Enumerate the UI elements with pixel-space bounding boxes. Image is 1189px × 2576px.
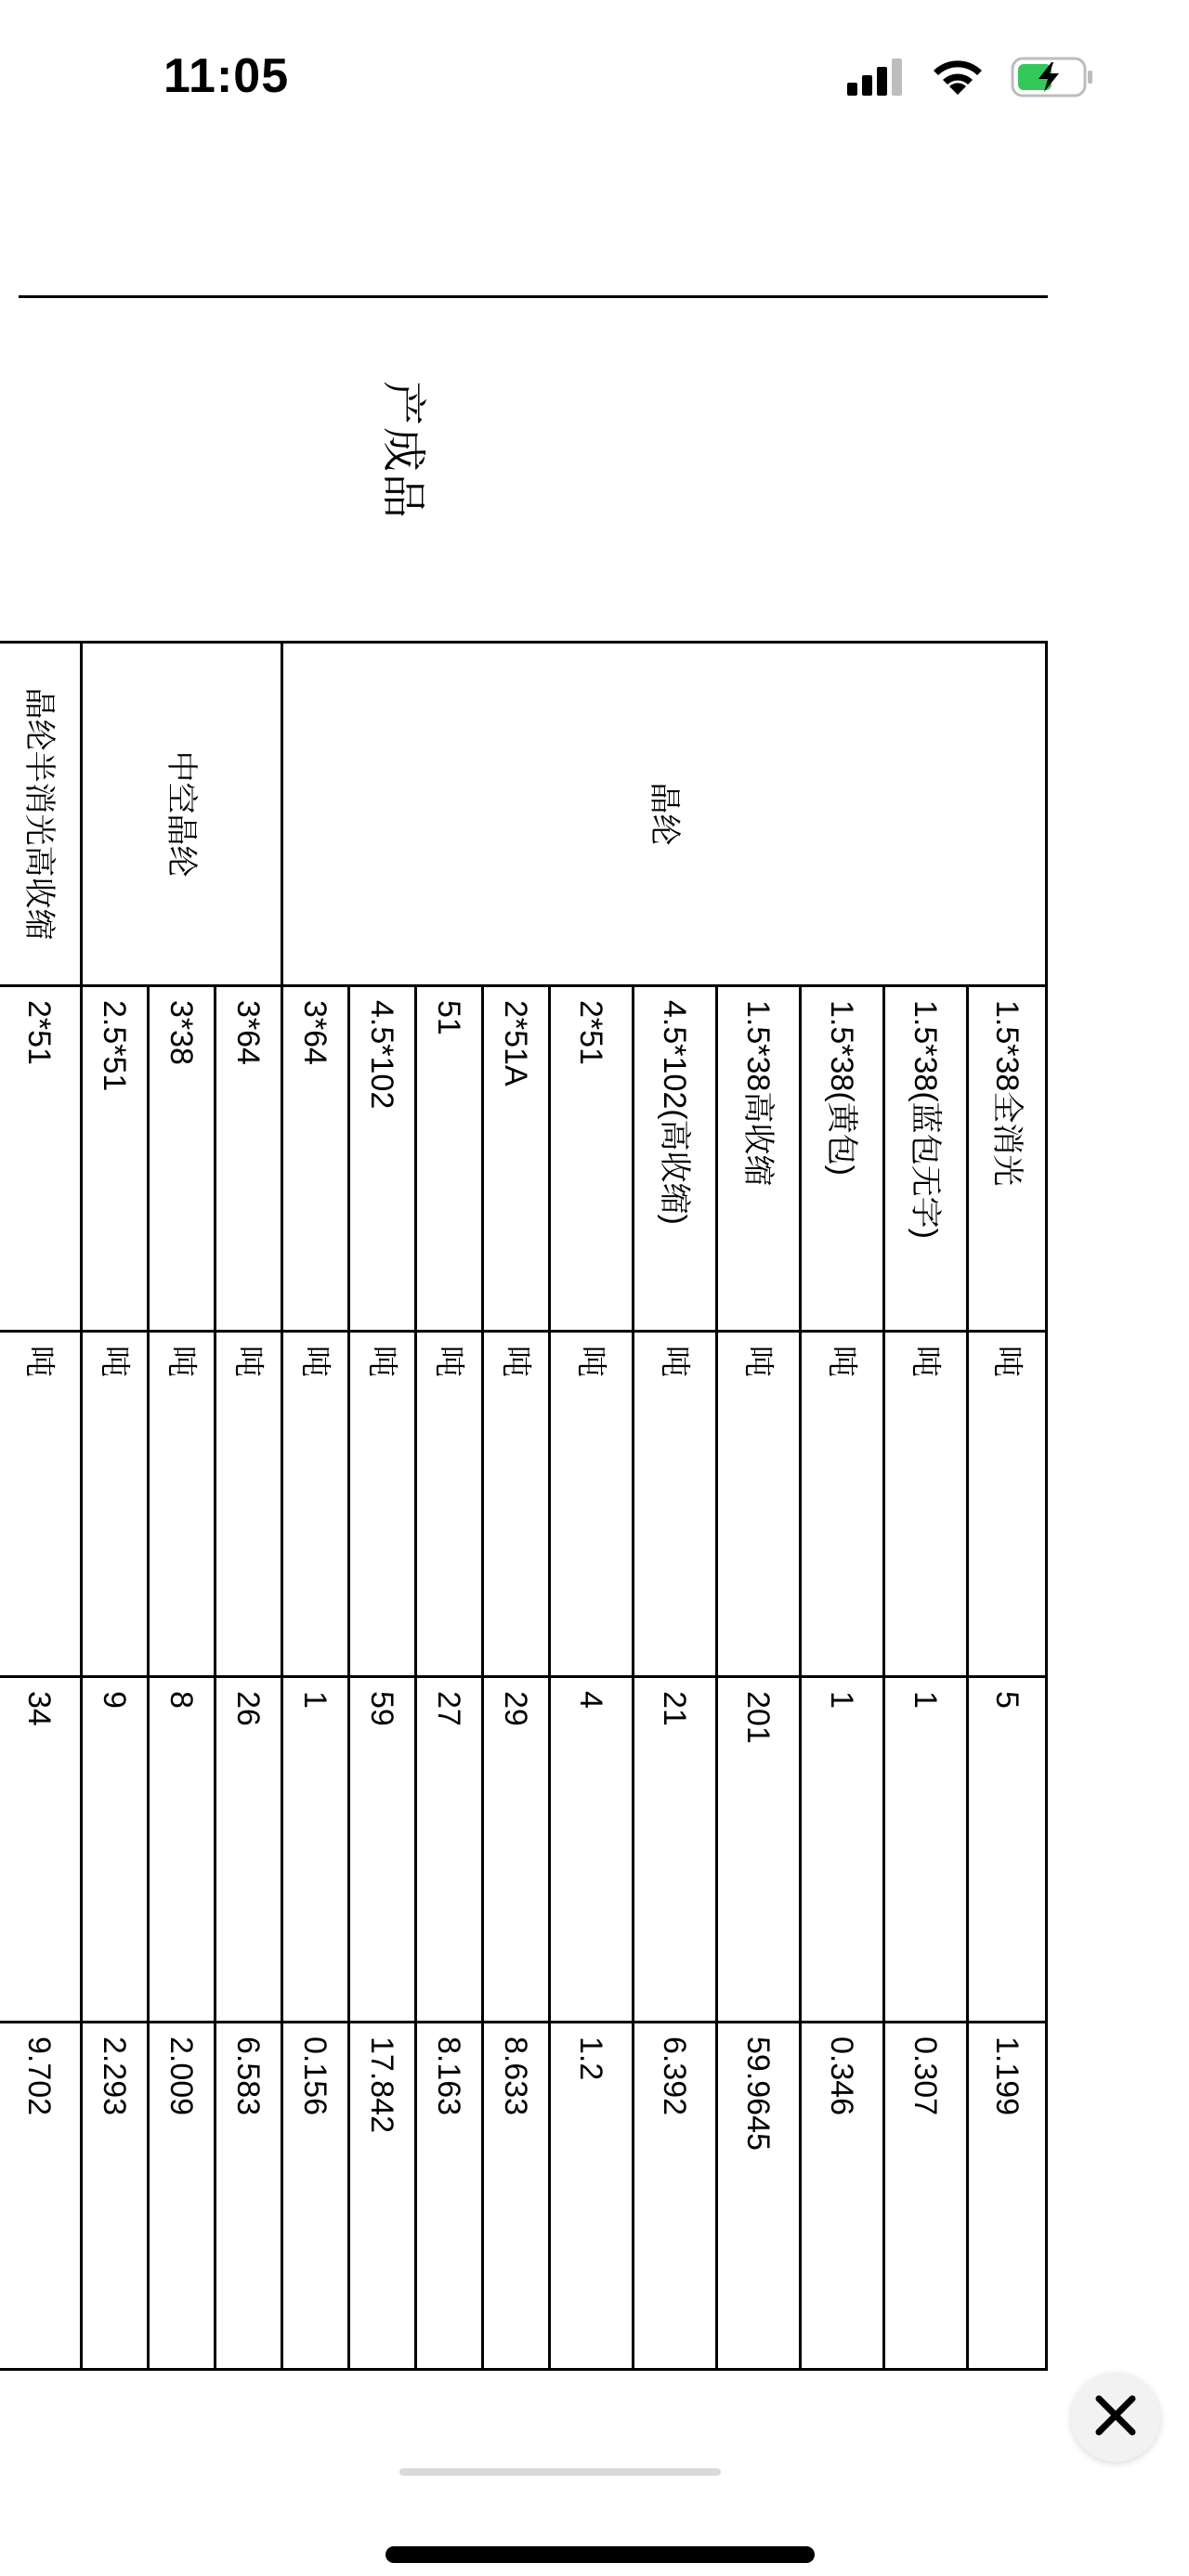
weight-cell: 1.199 xyxy=(968,2023,1047,2370)
unit-cell: 吨 xyxy=(282,1332,349,1677)
spec-cell: 4.5*102 xyxy=(349,986,416,1332)
quantity-cell: 8 xyxy=(149,1677,216,2023)
weight-cell: 6.392 xyxy=(634,2023,717,2370)
quantity-cell: 201 xyxy=(717,1677,801,2023)
table-row xyxy=(968,643,1047,2370)
unit-cell: 吨 xyxy=(801,1332,884,1677)
weight-cell: 9.702 xyxy=(0,2023,82,2370)
quantity-cell: 1 xyxy=(884,1677,968,2023)
unit-cell: 吨 xyxy=(0,1332,82,1677)
quantity-cell: 59 xyxy=(349,1677,416,2023)
spec-cell: 3*64 xyxy=(216,986,282,1332)
quantity-cell: 5 xyxy=(968,1677,1047,2023)
weight-cell: 6.583 xyxy=(216,2023,282,2370)
weight-cell: 0.156 xyxy=(282,2023,349,2370)
spec-cell: 2.5*51 xyxy=(82,986,149,1332)
table-row xyxy=(216,643,282,2370)
table-row xyxy=(0,643,82,2370)
quantity-cell: 4 xyxy=(550,1677,634,2023)
scroll-indicator[interactable] xyxy=(399,2468,721,2476)
quantity-cell: 9 xyxy=(82,1677,149,2023)
quantity-cell: 1 xyxy=(282,1677,349,2023)
weight-cell: 2.009 xyxy=(149,2023,216,2370)
products-table xyxy=(0,641,1048,2371)
unit-cell: 吨 xyxy=(216,1332,282,1677)
weight-cell: 1.2 xyxy=(550,2023,634,2370)
close-icon xyxy=(1091,2391,1140,2444)
unit-cell: 吨 xyxy=(483,1332,550,1677)
unit-cell: 吨 xyxy=(634,1332,717,1677)
weight-cell: 2.293 xyxy=(82,2023,149,2370)
category-label: 晶纶半消光高收缩 xyxy=(21,687,58,941)
quantity-cell: 1 xyxy=(801,1677,884,2023)
quantity-cell: 26 xyxy=(216,1677,282,2023)
category-cell xyxy=(282,643,1047,986)
quantity-cell: 34 xyxy=(0,1677,82,2023)
unit-cell: 吨 xyxy=(884,1332,968,1677)
quantity-cell: 27 xyxy=(416,1677,483,2023)
unit-cell: 吨 xyxy=(550,1332,634,1677)
unit-cell: 吨 xyxy=(717,1332,801,1677)
spec-cell: 1.5*38高收缩 xyxy=(717,986,801,1332)
quantity-cell: 21 xyxy=(634,1677,717,2023)
rotated-document xyxy=(17,0,1048,2377)
quantity-cell: 29 xyxy=(483,1677,550,2023)
category-label: 晶纶 xyxy=(647,782,682,846)
spec-cell: 1.5*38全消光 xyxy=(968,986,1047,1332)
unit-cell: 吨 xyxy=(349,1332,416,1677)
spec-cell: 1.5*38(蓝包无字) xyxy=(884,986,968,1332)
category-cell xyxy=(82,643,282,986)
unit-cell: 吨 xyxy=(968,1332,1047,1677)
spec-cell: 1.5*38(黄包) xyxy=(801,986,884,1332)
weight-cell: 17.842 xyxy=(349,2023,416,2370)
weight-cell: 0.307 xyxy=(884,2023,968,2370)
home-indicator[interactable] xyxy=(385,2546,815,2563)
weight-cell: 8.163 xyxy=(416,2023,483,2370)
spec-cell: 51 xyxy=(416,986,483,1332)
spec-cell: 3*64 xyxy=(282,986,349,1332)
category-label: 中空晶纶 xyxy=(163,750,200,878)
weight-cell: 0.346 xyxy=(801,2023,884,2370)
spec-cell: 4.5*102(高收缩) xyxy=(634,986,717,1332)
category-cell xyxy=(0,643,82,986)
document-title: 产成品 xyxy=(378,381,427,521)
unit-cell: 吨 xyxy=(416,1332,483,1677)
status-time: 11:05 xyxy=(163,49,290,103)
spec-cell: 2*51A xyxy=(483,986,550,1332)
spec-cell: 3*38 xyxy=(149,986,216,1332)
unit-cell: 吨 xyxy=(82,1332,149,1677)
close-button[interactable] xyxy=(1071,2373,1160,2462)
weight-cell: 8.633 xyxy=(483,2023,550,2370)
weight-cell: 59.9645 xyxy=(717,2023,801,2370)
unit-cell: 吨 xyxy=(149,1332,216,1677)
spec-cell: 2*51 xyxy=(550,986,634,1332)
spec-cell: 2*51 xyxy=(0,986,82,1332)
